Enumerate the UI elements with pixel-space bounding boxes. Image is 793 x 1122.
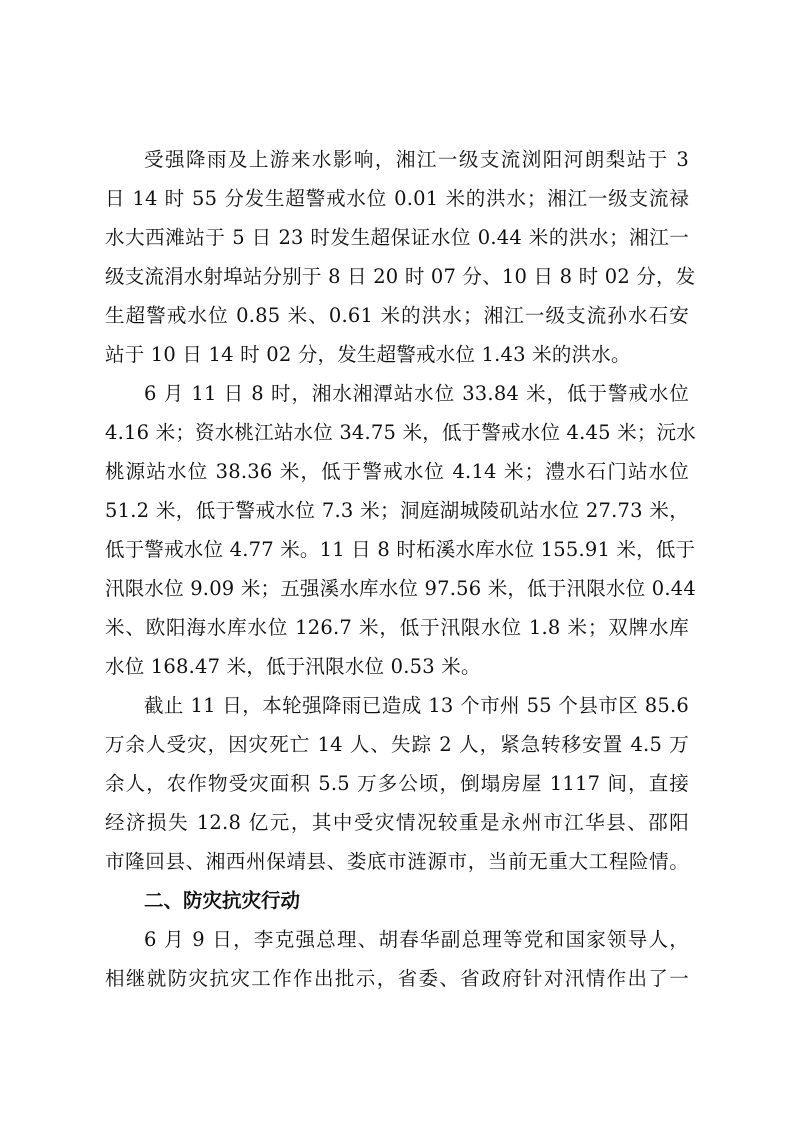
- text-line: 汛限水位 9.09 米；五强溪水库水位 97.56 米，低于汛限水位 0.44: [105, 577, 696, 600]
- text-line: 经济损失 12.8 亿元，其中受灾情况较重是永州市江华县、邵阳: [105, 811, 689, 834]
- text-line: 生超警戒水位 0.85 米、0.61 米的洪水；湘江一级支流孙水石安: [105, 304, 689, 327]
- text-line: 4.16 米；资水桃江站水位 34.75 米，低于警戒水位 4.45 米；沅水: [105, 421, 696, 444]
- section-heading: 二、防灾抗灾行动: [144, 889, 301, 912]
- text-line: 6 月 11 日 8 时，湘水湘潭站水位 33.84 米，低于警戒水位: [144, 382, 689, 405]
- text-line: 万余人受灾，因灾死亡 14 人、失踪 2 人，紧急转移安置 4.5 万: [105, 733, 689, 756]
- text-line: 桃源站水位 38.36 米，低于警戒水位 4.14 米；澧水石门站水位: [105, 460, 689, 483]
- text-line: 水大西滩站于 5 日 23 时发生超保证水位 0.44 米的洪水；湘江一: [105, 226, 689, 249]
- text-line: 51.2 米，低于警戒水位 7.3 米；洞庭湖城陵矶站水位 27.73 米，: [105, 499, 689, 522]
- text-line: 6 月 9 日，李克强总理、胡春华副总理等党和国家领导人，: [144, 928, 689, 951]
- text-line: 低于警戒水位 4.77 米。11 日 8 时柘溪水库水位 155.91 米，低于: [105, 538, 696, 561]
- text-line: 相继就防灾抗灾工作作出批示，省委、省政府针对汛情作出了一: [105, 967, 689, 990]
- text-line: 受强降雨及上游来水影响，湘江一级支流浏阳河朗梨站于 3: [144, 148, 689, 171]
- text-line: 水位 168.47 米，低于汛限水位 0.53 米。: [105, 655, 481, 678]
- text-line: 余人，农作物受灾面积 5.5 万多公顷，倒塌房屋 1117 间，直接: [105, 772, 689, 795]
- text-line: 截止 11 日，本轮强降雨已造成 13 个市州 55 个县市区 85.6: [144, 694, 689, 717]
- text-line: 日 14 时 55 分发生超警戒水位 0.01 米的洪水；湘江一级支流禄: [105, 187, 689, 210]
- text-line: 站于 10 日 14 时 02 分，发生超警戒水位 1.43 米的洪水。: [105, 343, 631, 366]
- text-line: 米、欧阳海水库水位 126.7 米，低于汛限水位 1.8 米；双牌水库: [105, 616, 689, 639]
- text-line: 市隆回县、湘西州保靖县、娄底市涟源市，当前无重大工程险情。: [105, 850, 689, 873]
- text-line: 级支流涓水射埠站分别于 8 日 20 时 07 分、10 日 8 时 02 分，发: [105, 265, 696, 288]
